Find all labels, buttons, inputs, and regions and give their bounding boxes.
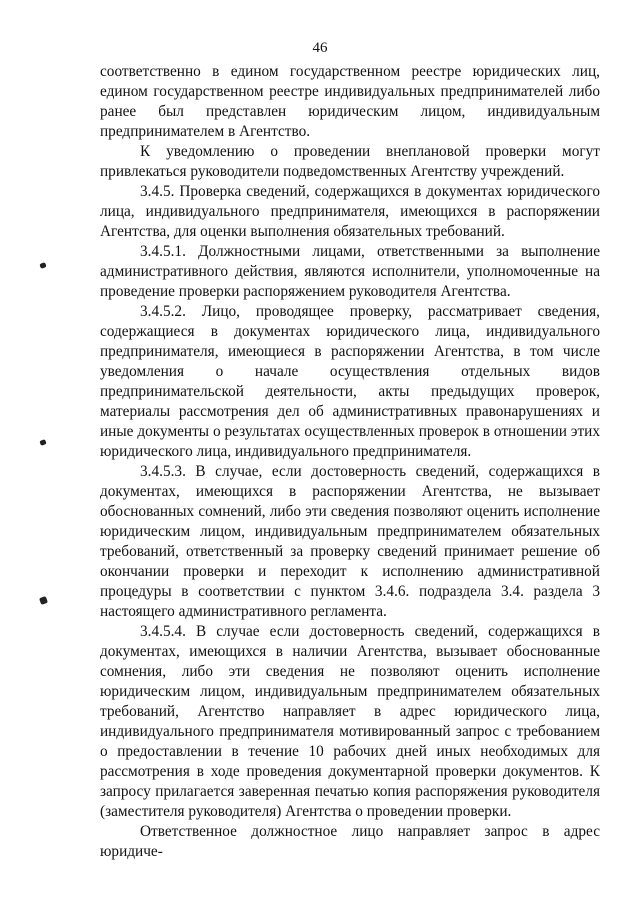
- paragraph-responsible-official: Ответственное должностное лицо направляет запрос в адрес юридиче-: [100, 823, 600, 860]
- scan-mark: [39, 262, 46, 269]
- scan-mark: [39, 596, 48, 605]
- scan-mark: [39, 439, 46, 446]
- paragraph-3-4-5-1: 3.4.5.1. Должностными лицами, ответственными за выполнение административного действия, являются исполнители, уполномоченные на проведение проверки распоряжением руководителя Агентства.: [100, 243, 600, 300]
- paragraph-3-4-5: 3.4.5. Проверка сведений, содержащихся в документах юридического лица, индивидуального предпринимателя, имеющихся в распоряжении Агентства, для оценки выполнения обязательных требований.: [100, 183, 600, 240]
- paragraph-3-4-5-3: 3.4.5.3. В случае, если достоверность сведений, содержащихся в документах, имеющихся в распоряжении Агентства, не вызывает обоснованных сомнений, либо эти сведения позволяют оценить исполнение юридическим лицом, индивидуальным предпринимателем обязательных требований, ответственный за проверку сведений принимает решение об окончании проверки и переходит к исполнению административной процедуры в соответствии с пунктом 3.4.6. подраздела 3.4. раздела 3 настоящего административного регламента.: [100, 463, 600, 620]
- paragraph-notification: К уведомлению о проведении внеплановой проверки могут привлекаться руководители подведомственных Агентству учреждений.: [100, 143, 600, 180]
- page-number: 46: [312, 40, 328, 56]
- document-body: [100, 62, 600, 862]
- paragraph-3-4-5-4: 3.4.5.4. В случае если достоверность сведений, содержащихся в документах, имеющихся в наличии Агентства, вызывает обоснованные сомнения, либо эти сведения не позволяют оценить исполнение юридическим лицом, индивидуальным предпринимателем обязательных требований, Агентство направляет в адрес юридического лица, индивидуального предпринимателя мотивированный запрос с требованием о предоставлении в течение 10 рабочих дней иных необходимых для рассмотрения в ходе проведения документарной проверки документов. К запросу прилагается заверенная печатью копия распоряжения руководителя (заместителя руководителя) Агентства о проведении проверки.: [100, 623, 600, 820]
- paragraph-continuation: соответственно в едином государственном реестре юридических лиц, едином государственном реестре индивидуальных предпринимателей либо ранее был представлен юридическим лицом, индивидуальным предпринимателем в Агентство.: [100, 63, 600, 140]
- paragraph-3-4-5-2: 3.4.5.2. Лицо, проводящее проверку, рассматривает сведения, содержащиеся в документах юридического лица, индивидуального предпринимателя, имеющиеся в распоряжении Агентства, в том числе уведомления о начале осуществления отдельных видов предпринимательской деятельности, акты предыдущих проверок, материалы рассмотрения дел об административных правонарушениях и иные документы о результатах осуществленных проверок в отношении этих юридического лица, индивидуального предпринимателя.: [100, 303, 600, 460]
